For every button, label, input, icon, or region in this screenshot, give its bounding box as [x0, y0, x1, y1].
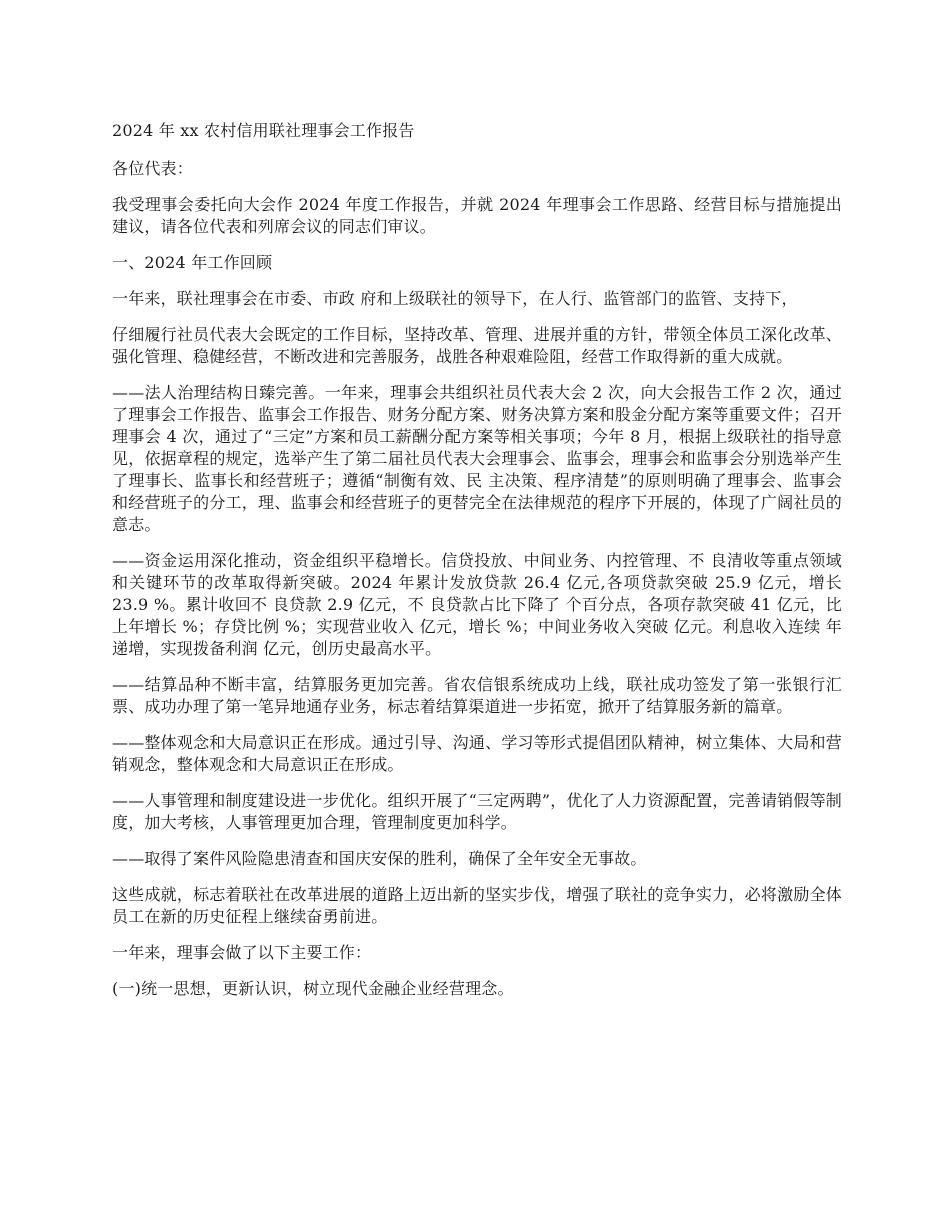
paragraph-summary: 这些成就，标志着联社在改革进展的道路上迈出新的坚实步伐，增强了联社的竞争实力，必将激励全体员工在新的历史征程上继续奋勇前进。: [112, 885, 842, 926]
paragraph-teamwork: ——整体观念和大局意识正在形成。通过引导、沟通、学习等形式提倡团队精神，树立集体、大局和营销观念，整体观念和大局意识正在形成。: [112, 733, 842, 774]
subsection-heading: (一)统一思想，更新认识，树立现代金融企业经营理念。: [112, 979, 514, 998]
paragraph-hr: ——人事管理和制度建设进一步优化。组织开展了“三定两聘”，优化了人力资源配置，完善请销假等制度，加大考核，人事管理更加合理，管理制度更加科学。: [112, 791, 842, 832]
paragraph-funds: ——资金运用深化推动，资金组织平稳增长。信贷投放、中间业务、内控管理、不 良清收等重点领域和关键环节的改革取得新突破。2024 年累计发放贷款 26.4 亿元,各项贷款突破 25.9 亿元，增长 23.9 %。累计收回不 良贷款 2.9 亿元，不 良贷款占比下降了 个百分点，各项存款突破 41 亿元，比上年增长 %；存贷比例 %；实现营业收入 亿元，增长 %；中间业务收入突破 亿元。利息收入连续 年递增，实现拨备利润 亿元，创历史最高水平。: [112, 551, 842, 658]
paragraph-settlement: ——结算品种不断丰富，结算服务更加完善。省农信银系统成功上线，联社成功签发了第一张银行汇票、成功办理了第一笔异地通存业务，标志着结算渠道进一步拓宽，掀开了结算服务新的篇章。: [112, 675, 842, 716]
document-page: [112, 120, 842, 1014]
paragraph-intro: 我受理事会委托向大会作 2024 年度工作报告，并就 2024 年理事会工作思路、经营目标与措施提出建议，请各位代表和列席会议的同志们审议。: [112, 195, 842, 236]
section-heading-review: 一、2024 年工作回顾: [112, 253, 273, 272]
paragraph: 仔细履行社员代表大会既定的工作目标，坚持改革、管理、进展并重的方针，带领全体员工深化改革、强化管理、稳健经营，不断改进和完善服务，战胜各种艰难险阻，经营工作取得新的重大成就。: [112, 325, 842, 366]
paragraph-governance: ——法人治理结构日臻完善。一年来，理事会共组织社员代表大会 2 次，向大会报告工作 2 次，通过了理事会工作报告、监事会工作报告、财务分配方案、财务决算方案和股金分配方案等重要文件；召开理事会 4 次，通过了“三定”方案和员工薪酬分配方案等相关事项；今年 8 月，根据上级联社的指导意见，依据章程的规定，选举产生了第二届社员代表大会理事会、监事会，理事会和监事会分别选举产生了理事长、监事长和经营班子；遵循“制衡有效、民 主决策、程序清楚”的原则明确了理事会、监事会和经营班子的分工，理、监事会和经营班子的更替完全在法律规范的程序下开展的，体现了广阔社员的意志。: [112, 383, 842, 534]
paragraph: 一年来，联社理事会在市委、市政 府和上级联社的领导下，在人行、监管部门的监管、支持下，: [112, 289, 798, 308]
document-title: 2024 年 xx 农村信用联社理事会工作报告: [112, 121, 415, 140]
paragraph-security: ——取得了案件风险隐患清查和国庆安保的胜利，确保了全年安全无事故。: [112, 849, 647, 868]
salutation: 各位代表：: [112, 159, 194, 178]
paragraph-main-work: 一年来，理事会做了以下主要工作：: [112, 943, 372, 962]
